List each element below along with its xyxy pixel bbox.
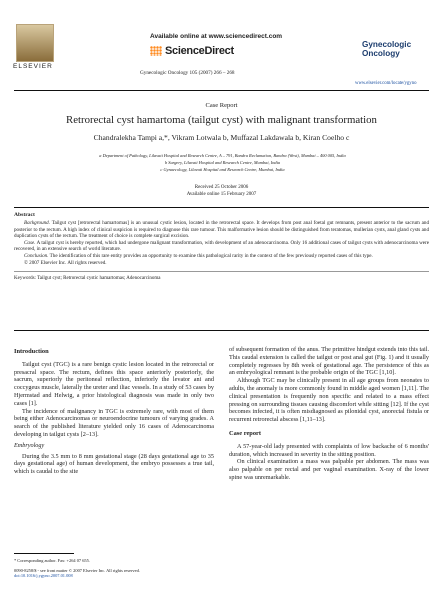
case-text: A tailgut cyst is hereby reported, which had undergone malignant transformation, with development of an adenocarcinoma. Only 16 additional cases of tailgut cysts with adenocarcinoma were recovered, in an extensive search of world literature. (14, 239, 429, 253)
sciencedirect-logo (150, 43, 250, 59)
available-date: Available online 15 February 2007 (186, 192, 257, 197)
journal-title-line2: Oncology (362, 49, 400, 58)
journal-reference: Gynecologic Oncology 105 (2007) 266 – 268 (140, 70, 235, 76)
intro-paragraph-1: Tailgut cyst (TGC) is a rare benign cystic lesion located in the retrorectal or presacral space. The rectum, defines this space anteriorly posteriorly, the sacrum, superiorly the peritoneal reflection, inferiorly the levator ani and coccygeus muscle, laterally the ureter and iliac vessels. In a study of 53 cases by Hjermstad and Helwig, a prior histological diagnosis was made in only two cases [1]. (14, 360, 214, 407)
copyright-line: © 2007 Elsevier Inc. All rights reserved. (24, 259, 107, 266)
affiliation-b: b Surgery, Lilavati Hospital and Research Centre, Mumbai, India (165, 160, 280, 165)
author-list: Chandralekha Tampi a,*, Vikram Lotwala b, Muffazal Lakdawala b, Kiran Coelho c (93, 133, 350, 142)
article-title: Retrorectal cyst hamartoma (tailgut cyst) with malignant transformation (66, 114, 377, 126)
journal-title-line1: Gynecologic (362, 40, 412, 49)
sciencedirect-wordmark: ScienceDirect (165, 45, 234, 57)
received-date: Received 25 October 2006 (194, 185, 249, 190)
corresponding-author: * Corresponding author. Fax: +264 07 655. (14, 558, 90, 563)
conclusion-label: Conclusion. (24, 252, 49, 259)
case-report-heading: Case report (229, 429, 262, 437)
left-column (14, 348, 214, 476)
article-type: Case Report (205, 102, 238, 109)
embryology-heading: Embryology (14, 441, 45, 449)
header-rule (14, 90, 429, 91)
abstract-bottom-rule (14, 330, 429, 331)
embryology-paragraph-1: During the 3.5 mm to 8 mm gestational stage (28 days gestational age to 35 days gestational age) of human development, the embryo possesses a true tail, which is caudal to the site (14, 452, 214, 476)
intro-paragraph-2: The incidence of malignancy in TGC is extremely rare, with most of them being either Adenocarcinomas or neuroendocrine tumours of varying grades. A search of the published literature yielded only 16 cases of Adenocarcinoma developing in tailgut cysts [2–13]. (14, 407, 214, 438)
elsevier-tree-logo (16, 24, 54, 62)
footnote (14, 558, 214, 579)
right-paragraph-2: Although TGC may be clinically present in all age groups from neonates to adults, the anomaly is more commonly found in middle aged women [1,11]. The clinical presentation is frequently non specific and related to a mass effect pressing on surrounding tissues causing discomfort while sitting [12]. If the cyst becomes infected, it is often misdiagnosed as pilonidal cyst, anorectal fistula or recurrent retrorectal abscess [1,11–13]. (229, 377, 429, 424)
publisher-name: ELSEVIER (13, 63, 53, 70)
abstract-case (14, 240, 429, 253)
case-paragraph-2: On clinical examination a mass was palpable per abdomen. The mass was also palpable on per rectal and per vaginal examination. X-ray of the lower spine was unremarkable. (229, 458, 429, 481)
keywords: Keywords: Tailgut cyst; Retrorectal cystic hamartomas; Adenocarcinoma (14, 271, 429, 281)
introduction-heading: Introduction (14, 348, 49, 355)
case-paragraph-1: A 57-year-old lady presented with complaints of low backache of 6 months' duration, which increased in severity in the sitting position. (229, 442, 429, 458)
abstract-top-rule (14, 207, 429, 208)
journal-title (362, 40, 411, 58)
right-paragraph-1: of subsequent formation of the anus. The primitive hindgut extends into this tail. This caudal extension is called the tailgut or post anal gut (Fig. 1) and it usually completely regresses by 8th week of gestational age. The persistence of this as an embryological remnant is the probable origin of the TGC [1,10]. (229, 346, 429, 377)
doi-link[interactable]: doi:10.1016/j.ygyno.2007.01.008 (14, 573, 73, 579)
affiliation-c: c Gynaecology, Lilavati Hospital and Research Centre, Mumbai, India (160, 167, 285, 172)
case-label: Case. (24, 239, 36, 246)
abstract (14, 212, 429, 281)
issn-line: 0090-8258/$ - see front matter © 2007 Elsevier Inc. All rights reserved. (14, 567, 140, 573)
footnote-rule (14, 553, 74, 554)
sciencedirect-icon (150, 46, 162, 56)
background-text: Tailgut cyst [retrorectal hamartomas] is an unusual cystic lesion, located in the retrorectal space. It develops from post anal foetal gut remnants, present anterior to the sacrum and posterior to the rectum. A high index of clinical suspicion is required to diagnose this rare tumour. This malformative lesion should be distinguished from teratomas, mullerian cysts, anal gland cysts and duplication cysts of the rectum. The treatment of choice is complete surgical excision. (14, 220, 429, 240)
affiliation-a: a Department of Pathology, Lilavati Hospital and Research Centre, A – 791, Bandra Reclamation, Bandra (West), Mumbai – 400 005, India (99, 153, 346, 158)
background-label: Background. (24, 220, 50, 226)
abstract-conclusion (14, 253, 429, 260)
abstract-background (14, 220, 429, 240)
conclusion-text: The identification of this rare entity provides an opportunity to examine this pathological rarity in the context of the few previously reported cases of this type. (49, 252, 373, 259)
journal-url-link[interactable]: www.elsevier.com/locate/ygyno (355, 81, 417, 86)
abstract-heading: Abstract (14, 212, 35, 218)
right-column (229, 346, 429, 482)
article-dates (0, 184, 443, 198)
available-online-text: Available online at www.sciencedirect.com (150, 33, 283, 40)
